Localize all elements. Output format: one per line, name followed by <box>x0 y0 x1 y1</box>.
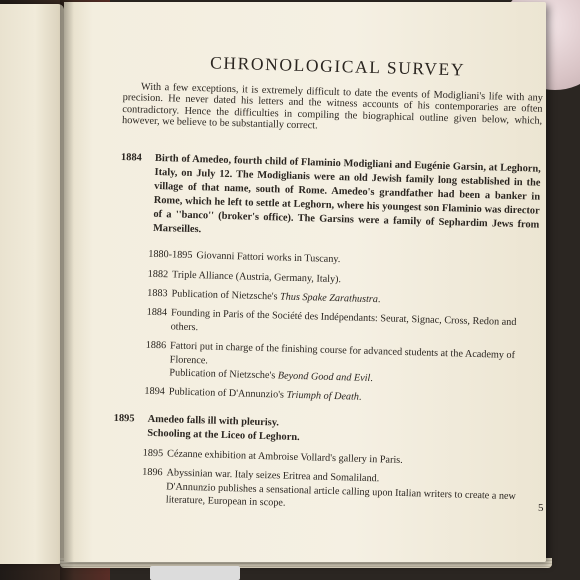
book-title: Thus Spake Zarathustra <box>279 291 379 306</box>
year-text <box>147 413 534 452</box>
book-title: Beyond Good and Evil <box>277 370 371 385</box>
event-year: 1882 <box>147 268 169 280</box>
event-list <box>141 447 533 517</box>
event-text <box>166 467 533 517</box>
year-heading <box>119 151 541 247</box>
event-text-main: Publication of Nietzsche's <box>171 288 281 303</box>
event-text-end: . <box>377 294 381 306</box>
event-item <box>145 339 536 390</box>
event-year: 1883 <box>147 287 168 300</box>
event-text <box>169 340 536 390</box>
event-text-line2: D'Annunzio publishes a sensational article calling upon Italian writers to create a new literature, European in scope. <box>165 481 517 509</box>
page-number: 5 <box>538 502 544 514</box>
event-year: 1884 <box>146 307 168 319</box>
year-number: 1884 <box>120 151 142 164</box>
bottom-sticker <box>150 566 240 580</box>
event-text-main: Fattori put in charge of the finishing course for advanced students at the Academy of Florence. <box>169 340 516 367</box>
event-year: 1895 <box>142 447 164 460</box>
book-title: Triumph of Death <box>286 390 360 404</box>
event-text-main: Publication of D'Annunzio's <box>168 386 287 402</box>
year-text-line2: Schooling at the Liceo of Leghorn. <box>147 427 300 443</box>
event-list <box>144 248 538 409</box>
year-text: Birth of Amedeo, fourth child of Flaminio Modigliani and Eugénie Garsin, at Leghorn, Italy, on July 12. The Modiglianis were an old Jewish family long established in the village of that name, south of Rome. Amedeo's grandfather had been a banker in Rome, which he left to settle at Leghorn, where his youngest son Flaminio was director of a ''banco'' (broker's office). The Garsins were a family of Sephardim Jews from Marseilles. <box>152 152 541 236</box>
page-title: CHRONOLOGICAL SURVEY <box>209 52 466 80</box>
year-heading <box>113 412 534 452</box>
event-text: Triple Alliance (Austria, Germany, Italy). <box>171 269 342 285</box>
spine-shadow <box>60 0 74 580</box>
event-text-main: Abyssinian war. Italy seizes Eritrea and Somaliland. <box>166 467 380 485</box>
year-number: 1895 <box>113 412 135 425</box>
event-year: 1886 <box>145 339 167 352</box>
page-content <box>111 50 544 531</box>
year-text-line1: Amedeo falls ill with pleurisy. <box>147 413 280 429</box>
event-item <box>141 466 532 517</box>
event-text: Cézanne exhibition at Ambroise Vollard's gallery in Paris. <box>166 448 403 466</box>
event-item <box>146 306 537 344</box>
intro-paragraph: With a few exceptions, it is extremely difficult to date the events of Modigliani's life with any precision. He never dated his letters and the witness accounts of his contemporaries are often contradictory. Hence the difficulties in compiling the biographical outline given below, which, however, we believe to be substantially correct. <box>121 81 543 132</box>
event-text-line2: Publication of Nietzsche's <box>169 367 278 382</box>
left-page-edge <box>0 4 64 564</box>
event-year: 1894 <box>144 386 165 398</box>
year-section-1895 <box>111 412 533 518</box>
event-year: 1896 <box>142 467 163 479</box>
year-section-1884 <box>114 151 541 410</box>
event-text: Giovanni Fattori works in Tuscany. <box>196 250 341 266</box>
event-text <box>169 386 535 410</box>
event-text-end: . <box>358 392 362 404</box>
event-text: Founding in Paris of the Société des Indépendants: Seurat, Signac, Cross, Redon and others. <box>170 307 517 333</box>
event-item <box>144 385 534 409</box>
event-year: 1880-1895 <box>148 248 193 262</box>
event-text-end: . <box>370 373 374 385</box>
